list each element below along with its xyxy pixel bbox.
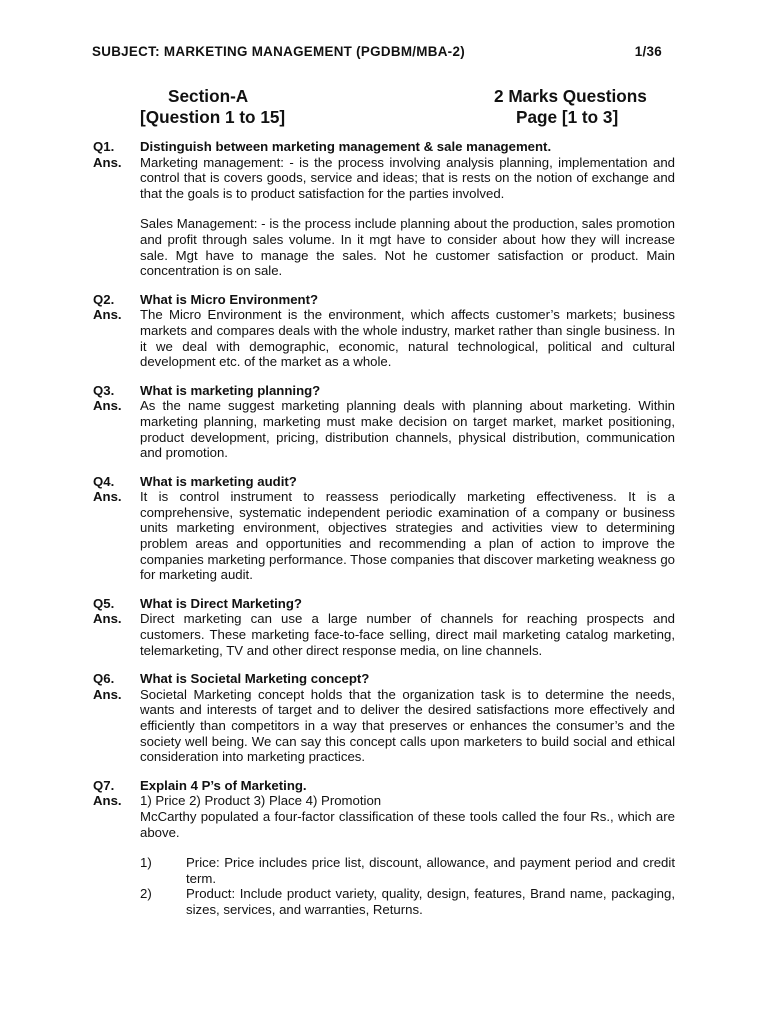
qa-item-q5 <box>93 596 675 658</box>
question-text: Distinguish between marketing management & sale management. <box>140 139 552 154</box>
question-text: What is marketing planning? <box>140 382 321 398</box>
list-item <box>140 855 675 886</box>
qa-item-q6 <box>93 671 675 765</box>
question-label: Q1. <box>93 139 115 154</box>
answer-label: Ans. <box>93 154 122 170</box>
page-number: 1/36 <box>634 44 662 59</box>
question-label: Q2. <box>93 291 115 307</box>
marks-label: 2 Marks Questions <box>494 86 647 106</box>
question-range: [Question 1 to 15] <box>140 107 286 127</box>
question-text: What is marketing audit? <box>140 473 297 489</box>
qa-item-q2 <box>93 292 675 370</box>
answer-text: As the name suggest marketing planning deals with planning about marketing. Within marketing planning, marketing must make decision on target market, market positioning, product development, pricing, distribution channels, physical distribution, communication and promotion. <box>140 398 675 461</box>
list-number: 1) <box>140 855 152 871</box>
answer-text: Societal Marketing concept holds that the organization task is to determine the needs, wants and interests of target and to deliver the desired satisfactions more effectively and efficiently than competitors in a way that preserves or enhances the consumer’s and the society well being. We can say this concept calls upon marketers to build social and ethical consideration into marketing practices. <box>140 686 675 765</box>
marks-heading <box>494 86 647 128</box>
question-label: Q3. <box>93 382 115 398</box>
qa-list <box>93 139 675 931</box>
list-text: Product: Include product variety, quality, design, features, Brand name, packaging, sizes, services, and warranties, Returns. <box>186 886 675 917</box>
answer-label: Ans. <box>93 793 122 809</box>
list-item <box>140 886 675 917</box>
answer-label: Ans. <box>93 686 122 702</box>
answer-text: It is control instrument to reassess periodically marketing effectiveness. It is a comprehensive, systematic independent periodic examination of a company or business units marketing environment, objectives strategies and activities view to determining problem areas and opportunities and recommending a plan of action to improve the companies marketing performance. Those companies that discover marketing weakness go for marketing audit. <box>140 489 675 583</box>
subject-title: SUBJECT: MARKETING MANAGEMENT (PGDBM/MBA-2) <box>92 44 465 59</box>
answer-label: Ans. <box>93 307 122 323</box>
answer-text: Direct marketing can use a large number of channels for reaching prospects and customers. These marketing face-to-face selling, direct mail marketing catalog marketing, telemarketing, TV and other direct response media, on line channels. <box>140 611 675 658</box>
page-header <box>92 44 662 59</box>
question-text: What is Micro Environment? <box>140 291 319 307</box>
qa-item-q4 <box>93 474 675 583</box>
list-number: 2) <box>140 886 152 902</box>
answer-text: Marketing management: - is the process involving analysis planning, implementation and control that is covers goods, service and ideas; that is rests on the notion of exchange and that the goals is to product satisfaction for the parties involved. <box>140 154 675 201</box>
p-list <box>140 855 675 917</box>
answer-label: Ans. <box>93 611 122 627</box>
qa-item-q1 <box>93 139 675 279</box>
question-label: Q7. <box>93 777 115 793</box>
question-label: Q5. <box>93 595 115 611</box>
question-text: Explain 4 P’s of Marketing. <box>140 777 307 793</box>
qa-item-q7 <box>93 778 675 918</box>
list-text: Price: Price includes price list, discount, allowance, and payment period and credit term. <box>186 855 675 886</box>
section-name: Section-A <box>168 86 249 106</box>
answer-text: The Micro Environment is the environment, which affects customer’s markets; business markets and compares deals with the whole industry, market rather than single business. In it we deal with demographic, economic, natural technological, political and cultural development etc. of the market as a whole. <box>140 307 675 370</box>
answer-label: Ans. <box>93 489 122 505</box>
question-text: What is Direct Marketing? <box>140 595 302 611</box>
answer-paragraph: Sales Management: - is the process include planning about the production, sales promotion and profit through sales volume. In it mgt have to consider about how they will increase sale. Mgt have to manage the sales. Not he customer satisfaction or product. Main concentration is on sale. <box>140 216 675 279</box>
question-label: Q4. <box>93 473 115 489</box>
question-text: What is Societal Marketing concept? <box>140 671 370 687</box>
section-heading <box>140 86 285 128</box>
answer-text: 1) Price 2) Product 3) Place 4) Promotion <box>140 793 382 809</box>
answer-paragraph: McCarthy populated a four-factor classification of these tools called the four Rs., which are above. <box>140 808 675 840</box>
qa-item-q3 <box>93 383 675 461</box>
question-label: Q6. <box>93 671 115 687</box>
page-range: Page [1 to 3] <box>516 107 619 127</box>
answer-label: Ans. <box>93 398 122 414</box>
